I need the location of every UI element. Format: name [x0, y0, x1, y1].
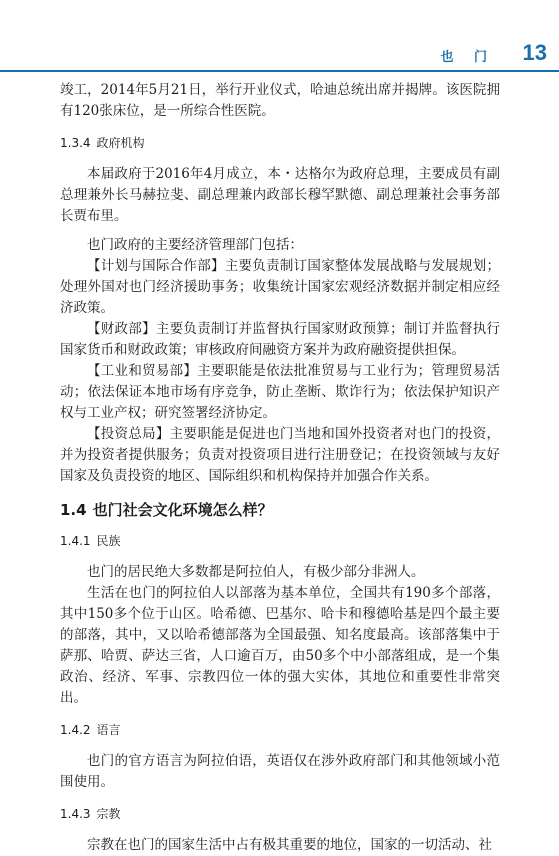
paragraph: 【财政部】主要负责制订并监督执行国家财政预算；制订并监督执行国家货币和财政政策；审核政府间融资方案并为政府融资提供担保。	[60, 321, 500, 358]
paragraph: 也门的官方语言为阿拉伯语，英语仅在涉外政府部门和其他领域小范围使用。	[60, 753, 500, 790]
paragraph: 竣工，2014年5月21日，举行开业仪式，哈迪总统出席并揭牌。该医院拥有120张床位，是一所综合性医院。	[60, 82, 500, 119]
page-number: 13	[522, 40, 547, 65]
chapter-title: 也 门	[440, 50, 495, 65]
subsection-number: 1.4.3	[60, 807, 91, 821]
subsection-title: 语言	[96, 723, 121, 737]
page-body	[60, 80, 500, 856]
section-number: 1.4	[60, 501, 87, 519]
paragraph: 宗教在也门的国家生活中占有极其重要的地位，国家的一切活动、社	[87, 837, 492, 853]
subsection-heading-1-4-3	[60, 805, 500, 822]
subsection-heading-1-4-2	[60, 721, 500, 738]
paragraph: 【计划与国际合作部】主要负责制订国家整体发展战略与发展规划；处理外国对也门经济援助事务；收集统计国家宏观经济数据并制定相应经济政策。	[60, 258, 500, 316]
paragraph: 也门政府的主要经济管理部门包括：	[87, 237, 303, 253]
subsection-heading-1-4-1	[60, 532, 500, 549]
subsection-heading-1-3-4	[60, 134, 500, 151]
paragraph: 生活在也门的阿拉伯人以部落为基本单位，全国共有190多个部落，其中150多个位于山区。哈希德、巴基尔、哈卡和穆德哈基是四个最主要的部落，其中，又以哈希德部落为全国最强、知名度最高。该部落集中于萨那、哈贾、萨达三省，人口逾百万，由50多个中小部落组成，是一个集政治、经济、军事、宗教四位一体的强大实体，其地位和重要性非常突出。	[60, 585, 500, 706]
subsection-title: 民族	[96, 534, 121, 548]
subsection-number: 1.4.1	[60, 534, 91, 548]
paragraph: 【投资总局】主要职能是促进也门当地和国外投资者对也门的投资，并为投资者提供服务；负责对投资项目进行注册登记；在投资领域与友好国家及负责投资的地区、国际组织和机构保持并加强合作关系。	[60, 426, 500, 484]
subsection-title: 宗教	[96, 807, 121, 821]
paragraph: 本届政府于2016年4月成立，本・达格尔为政府总理，主要成员有副总理兼外长马赫拉斐、副总理兼内政部长穆罕默德、副总理兼社会事务部长贾布里。	[60, 166, 500, 224]
section-heading-1-4	[60, 499, 500, 520]
subsection-number: 1.3.4	[60, 136, 91, 150]
paragraph: 【工业和贸易部】主要职能是依法批准贸易与工业行为；管理贸易活动；依法保证本地市场有序竞争，防止垄断、欺诈行为；依法保护知识产权与工业产权；研究签署经济协定。	[60, 363, 500, 421]
header-rule	[0, 70, 559, 72]
paragraph: 也门的居民绝大多数都是阿拉伯人，有极少部分非洲人。	[87, 564, 425, 580]
subsection-title: 政府机构	[96, 136, 145, 150]
subsection-number: 1.4.2	[60, 723, 91, 737]
section-title: 也门社会文化环境怎么样？	[92, 501, 273, 519]
